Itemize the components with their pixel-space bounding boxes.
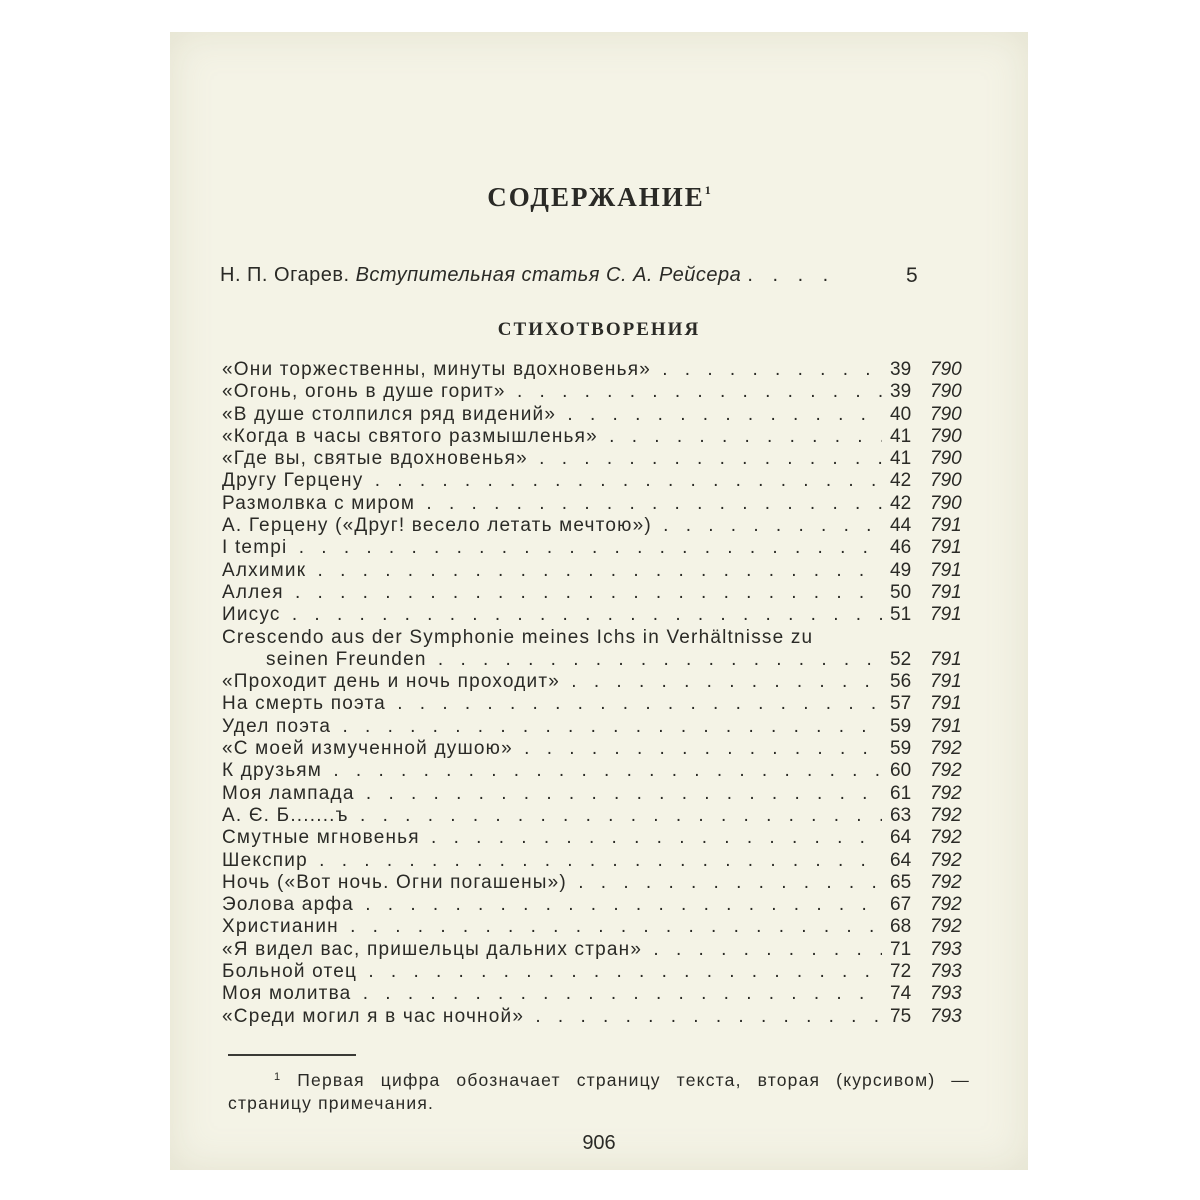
toc-entry-title: «С моей измученной душою» . . . (222, 738, 882, 760)
toc-entry-page: 42 (890, 470, 912, 492)
toc-entry-page: 39 (890, 359, 912, 380)
toc-entry-note-page: 792 (930, 782, 962, 804)
toc-entry-note-page: 791 (930, 671, 962, 693)
toc-entry (222, 426, 974, 448)
toc-entry-title: На смерть поэта . . . (222, 693, 882, 715)
toc-entry-title: «Где вы, святые вдохновенья» . . . (222, 448, 882, 470)
toc-entry-title: Смутные мгновенья . . . (222, 827, 882, 849)
toc-entry-note-page: 792 (930, 827, 962, 849)
toc-entry-note-page: 790 (930, 403, 962, 425)
toc-entry (222, 894, 974, 916)
toc-entry-page: 51 (890, 604, 912, 626)
toc-entry-note-page: 791 (930, 559, 962, 581)
toc-entry-note-page: 792 (930, 849, 962, 871)
toc-entry (222, 1006, 974, 1028)
toc-entry (222, 716, 974, 738)
toc-entry-title: Шекспир . . . (222, 850, 882, 872)
toc-entry-title: Другу Герцену . . . (222, 470, 882, 492)
toc-entry-title: А. Є. Б.......ъ . . . (222, 805, 882, 827)
toc-entry-title: К друзьям . . . (222, 760, 882, 782)
toc-entry-page: 59 (890, 738, 912, 760)
toc-entry-page: 64 (890, 849, 912, 871)
toc-entry (222, 404, 974, 426)
section-title: СТИХОТВОРЕНИЯ (497, 319, 701, 340)
toc-entry-title: Эолова арфа . . . (222, 894, 882, 916)
toc-entry (222, 693, 974, 715)
toc-entry (222, 381, 974, 403)
toc-entry-note-page: 792 (930, 804, 962, 826)
toc-entry-page: 60 (890, 760, 912, 782)
toc-entry-page: 46 (890, 537, 912, 559)
toc-entry-page: 68 (890, 916, 912, 938)
toc-entry-page: 57 (890, 693, 912, 715)
toc-entry-note-page: 793 (930, 961, 962, 983)
toc-entry-title: Алхимик . . . (222, 560, 882, 582)
toc-entry-page: 67 (890, 894, 912, 916)
toc-entry-title: «Они торжественны, минуты вдохновенья» . . . (222, 359, 882, 381)
page-number: 906 (582, 1132, 616, 1154)
toc-entry (222, 961, 974, 983)
toc-entry-page: 50 (890, 581, 912, 603)
toc-entry-note-page: 792 (930, 894, 962, 916)
toc-entry-note-page: 790 (930, 492, 962, 514)
toc-entry-title: Моя молитва . . . (222, 983, 882, 1005)
footnote-text: Первая цифра обозначает страницу текста, вторая (курсивом) — страницу примечания. (228, 1070, 970, 1113)
intro-dots: . . . . (747, 264, 836, 286)
toc-entry-note-page: 791 (930, 581, 962, 603)
toc-entry-title: Иисус . . . (222, 604, 882, 626)
footnote-mark: 1 (274, 1071, 282, 1083)
intro-author: Н. П. Огарев. (220, 264, 350, 286)
toc-entry-note-page: 792 (930, 760, 962, 782)
toc-entry-title: «Проходит день и ночь проходит» . . . (222, 671, 882, 693)
footnote-rule (228, 1054, 356, 1056)
toc-entry-title: Христианин . . . (222, 916, 882, 938)
toc-entry (222, 939, 974, 961)
toc-entry-page: 41 (890, 425, 912, 447)
intro-entry (220, 264, 920, 287)
toc-entry (222, 470, 974, 492)
toc-entry (222, 850, 974, 872)
toc-entry (222, 359, 974, 381)
toc-entry-page: 74 (890, 983, 912, 1005)
toc-entry-page: 56 (890, 671, 912, 693)
toc-entry-note-page: 792 (930, 871, 962, 893)
toc-entry (222, 738, 974, 760)
toc-entry-page: 40 (890, 403, 912, 425)
toc-entry (222, 448, 974, 470)
toc-entry-note-page: 791 (930, 515, 962, 537)
toc-entry (222, 537, 974, 559)
book-page (170, 32, 1028, 1170)
toc-entry (222, 604, 974, 626)
toc-entry-title: «В душе столпился ряд видений» . . . (222, 404, 882, 426)
toc-entry (222, 649, 974, 671)
toc-entry-note-page: 791 (930, 693, 962, 715)
toc-entry-title: Ночь («Вот ночь. Огни погашены») . . . (222, 872, 882, 894)
toc-entry (222, 493, 974, 515)
toc-entry-page: 41 (890, 448, 912, 470)
toc-entry (222, 805, 974, 827)
toc-entry-note-page: 790 (930, 448, 962, 470)
toc-entry-title: I tempi . . . (222, 537, 882, 559)
page-title: СОДЕРЖАНИЕ$^1$ (487, 182, 711, 212)
toc-entry-title: Crescendo aus der Symphonie meines Ichs in Verhältnisse zu (222, 626, 814, 648)
toc-entry (222, 827, 974, 849)
toc-entry-title: «Огонь, огонь в душе горит» . . . (222, 381, 882, 403)
toc-entry-page: 61 (890, 782, 912, 804)
toc-entry-page: 59 (890, 715, 912, 737)
toc-entry (222, 627, 974, 649)
toc-entry (222, 760, 974, 782)
intro-page-number: 5 (906, 264, 918, 287)
toc-entry-page: 64 (890, 827, 912, 849)
toc-entry-page: 75 (890, 1005, 912, 1027)
toc-entry-note-page: 791 (930, 715, 962, 737)
toc-entry-note-page: 793 (930, 938, 962, 960)
toc-entry-note-page: 793 (930, 1005, 962, 1027)
toc-entry-note-page: 790 (930, 381, 962, 403)
toc-entry-title: Больной отец . . . (222, 961, 882, 983)
toc-entry-page: 52 (890, 648, 912, 670)
toc-entry-title: Моя лампада . . . (222, 783, 882, 805)
toc-entry-page: 39 (890, 381, 912, 403)
toc-entry (222, 582, 974, 604)
title-footnote-mark: 1 (704, 183, 711, 197)
toc-entry (222, 671, 974, 693)
footnote (228, 1066, 970, 1115)
toc-entry-page: 71 (890, 938, 912, 960)
toc-entry-title: Удел поэта . . . (222, 716, 882, 738)
toc-entry (222, 783, 974, 805)
toc-entry-title: А. Герцену («Друг! весело летать мечтою») . . . (222, 515, 882, 537)
toc-entry (222, 560, 974, 582)
toc-entry-title: Аллея . . . (222, 582, 882, 604)
toc-entry-title: Размолвка с миром . . . (222, 493, 882, 515)
toc-entry-page: 44 (890, 515, 912, 537)
toc-entry-note-page: 791 (930, 648, 962, 670)
toc-entry-note-page: 792 (930, 916, 962, 938)
toc-entry (222, 872, 974, 894)
toc-entry-title: «Я видел вас, пришельцы дальних стран» . . . (222, 939, 882, 961)
toc-entry-page: 72 (890, 961, 912, 983)
toc-entry-note-page: 790 (930, 425, 962, 447)
toc-entry (222, 983, 974, 1005)
toc-entry-page: 65 (890, 871, 912, 893)
toc-list (222, 359, 974, 1028)
toc-entry-title: seinen Freunden . . . (266, 649, 882, 671)
toc-entry-note-page: 792 (930, 738, 962, 760)
toc-entry-note-page: 790 (930, 359, 962, 380)
toc-entry-note-page: 793 (930, 983, 962, 1005)
intro-text: Вступительная статья С. А. Рейсера (355, 264, 742, 286)
toc-entry-title: «Когда в часы святого размышленья» . . . (222, 426, 882, 448)
toc-entry-page: 42 (890, 492, 912, 514)
toc-entry-title: «Среди могил я в час ночной» . . . (222, 1006, 882, 1028)
toc-entry (222, 916, 974, 938)
toc-entry (222, 515, 974, 537)
toc-entry-page: 63 (890, 804, 912, 826)
toc-entry-page: 49 (890, 559, 912, 581)
toc-entry-note-page: 790 (930, 470, 962, 492)
toc-entry-note-page: 791 (930, 537, 962, 559)
toc-entry-note-page: 791 (930, 604, 962, 626)
